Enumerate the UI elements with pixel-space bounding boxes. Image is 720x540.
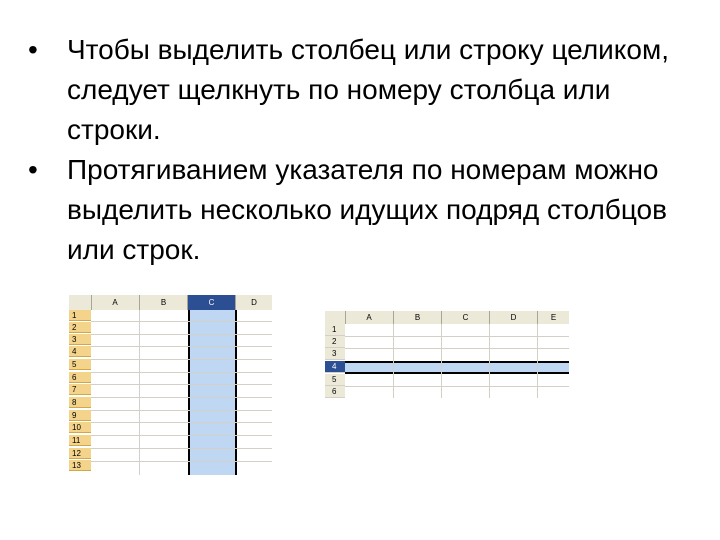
row-header-6[interactable]: 6 (325, 386, 345, 398)
row-header-12[interactable]: 12 (69, 448, 91, 459)
selected-row-4 (345, 361, 569, 374)
bullet-text: Чтобы выделить столбец или строку целиком, следует щелкнуть по номеру столбца или строки. (67, 34, 669, 145)
row-header-5[interactable]: 5 (69, 359, 91, 370)
select-all-corner[interactable] (325, 311, 346, 324)
row-header-5[interactable]: 5 (325, 374, 345, 386)
column-header-a[interactable]: A (91, 295, 140, 310)
row-header-6[interactable]: 6 (69, 372, 91, 383)
row-header-3[interactable]: 3 (69, 334, 91, 345)
row-header-8[interactable]: 8 (69, 397, 91, 408)
row-header-11[interactable]: 11 (69, 435, 91, 446)
bullet-item (28, 150, 698, 270)
bullet-list (28, 30, 698, 270)
row-header-2[interactable]: 2 (325, 336, 345, 348)
row-header-9[interactable]: 9 (69, 410, 91, 421)
spreadsheet-row-selection (325, 311, 569, 398)
column-header-c[interactable]: C (188, 295, 236, 310)
row-header-1[interactable]: 1 (325, 324, 345, 336)
column-header-bar (325, 311, 569, 325)
bullet-marker: • (28, 34, 38, 65)
spreadsheet-column-selection (69, 295, 272, 475)
column-header-c[interactable]: C (442, 311, 490, 324)
row-header-2[interactable]: 2 (69, 322, 91, 333)
select-all-corner[interactable] (69, 295, 92, 310)
bullet-text: Протягиванием указателя по номерам можно выделить несколько идущих подряд столбцов или строк. (67, 154, 667, 265)
row-header-13[interactable]: 13 (69, 460, 91, 471)
column-header-b[interactable]: B (140, 295, 188, 310)
row-header-7[interactable]: 7 (69, 384, 91, 395)
column-header-d[interactable]: D (490, 311, 538, 324)
cell-grid[interactable] (345, 324, 569, 398)
bullet-marker: • (28, 154, 38, 185)
row-header-4[interactable]: 4 (69, 346, 91, 357)
row-header-4[interactable]: 4 (325, 361, 345, 373)
column-header-bar (69, 295, 272, 311)
row-header-1[interactable]: 1 (69, 310, 91, 321)
column-header-d[interactable]: D (251, 298, 257, 307)
column-header-b[interactable]: B (394, 311, 442, 324)
cell-grid[interactable] (91, 310, 272, 475)
bullet-item (28, 30, 698, 150)
row-header-10[interactable]: 10 (69, 422, 91, 433)
column-header-a[interactable]: A (345, 311, 394, 324)
column-header-e[interactable]: E (550, 313, 557, 322)
row-header-3[interactable]: 3 (325, 348, 345, 360)
